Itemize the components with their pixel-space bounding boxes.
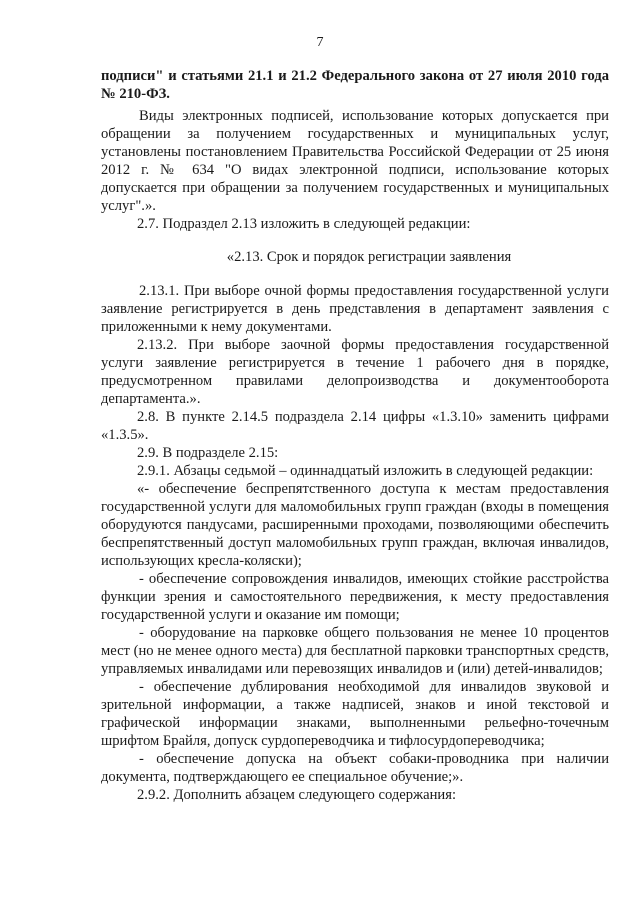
paragraph-2-8: 2.8. В пункте 2.14.5 подраздела 2.14 цифры «1.3.10» заменить цифрами «1.3.5». [101, 409, 609, 443]
list-item-parking: - оборудование на парковке общего пользования не менее 10 процентов мест (но не менее одного места) для бесплатной парковки транспортных средств, управляемых инвалидами или перевозящих инвалидов и (или) детей-инвалидов; [101, 625, 609, 677]
list-item-escort: - обеспечение сопровождения инвалидов, имеющих стойкие расстройства функции зрения и самостоятельного передвижения, к месту предоставления государственной услуги и оказание им помощи; [101, 571, 609, 623]
section-heading-2-13: «2.13. Срок и порядок регистрации заявления [226, 249, 512, 265]
list-item-guide-dog: - обеспечение допуска на объект собаки-проводника при наличии документа, подтверждающего ее специальное обучение;». [101, 751, 609, 785]
paragraph-2-13-1: 2.13.1. При выборе очной формы предоставления государственной услуги заявление регистрируется в день представления в департамент заявления с приложенными к нему документами. [101, 283, 609, 335]
paragraph-2-13-2: 2.13.2. При выборе заочной формы предоставления государственной услуги заявление регистрируется в течение 1 рабочего дня в порядке, предусмотренном правилами делопроизводства и документооборота департамента.». [101, 337, 609, 407]
paragraph-2-9-1: 2.9.1. Абзацы седьмой – одиннадцатый изложить в следующей редакции: [137, 463, 594, 479]
paragraph-2-9: 2.9. В подразделе 2.15: [137, 445, 279, 461]
page-number: 7 [316, 35, 324, 50]
list-item-accessibility: «- обеспечение беспрепятственного доступа к местам предоставления государственной услуги для маломобильных групп граждан (входы в помещения оборудуются пандусами, расширенными проходами, позволяющими обеспечить беспрепятственный доступ маломобильных групп граждан, включая инвалидов, использующих кресла-коляски); [101, 481, 609, 569]
paragraph-continuation: подписи" и статьями 21.1 и 21.2 Федерального закона от 27 июля 2010 года № 210-ФЗ. [101, 68, 609, 102]
paragraph-2-7: 2.7. Подраздел 2.13 изложить в следующей редакции: [137, 216, 471, 232]
paragraph-2-9-2: 2.9.2. Дополнить абзацем следующего содержания: [137, 787, 457, 803]
paragraph-signature-types: Виды электронных подписей, использование которых допускается при обращении за получением государственных и муниципальных услуг, установлены постановлением Правительства Российской Федерации от 25 июня 2012 г. № 634 "О видах электронной подписи, использование которых допускается при обращении за получением государственных и муниципальных услуг".». [101, 108, 609, 214]
document-body [101, 67, 609, 804]
list-item-braille: - обеспечение дублирования необходимой для инвалидов звуковой и зрительной информации, а также надписей, знаков и иной текстовой и графической информации знаками, выполненными рельефно-точечным шрифтом Брайля, допуск сурдопереводчика и тифлосурдопереводчика; [101, 679, 609, 749]
